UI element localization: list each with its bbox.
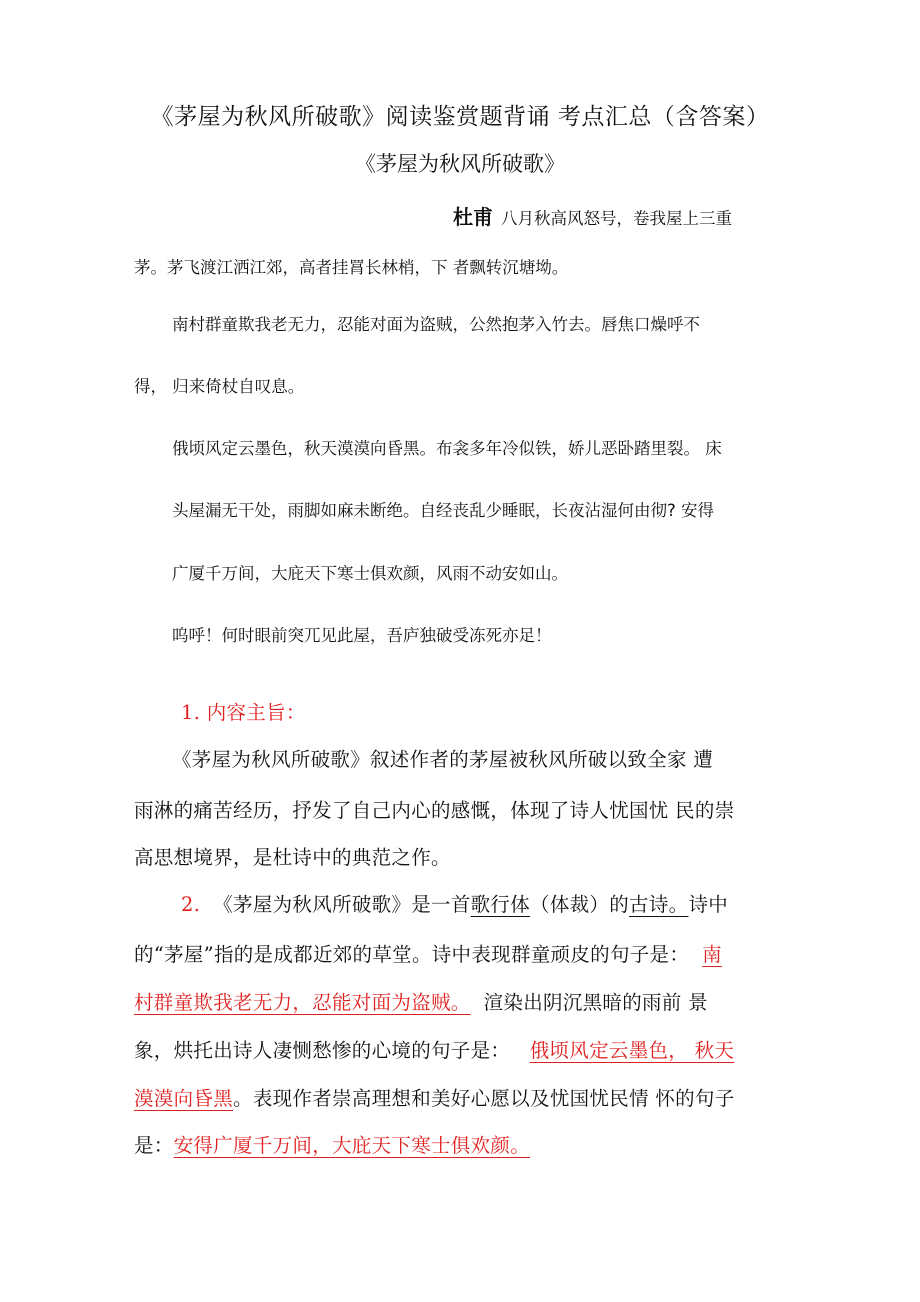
section-2-text: 象，烘托出诗人凄恻愁惨的心境的句子是：: [134, 1039, 511, 1062]
poem-line: 广厦千万间，大庇天下寒士俱欢颜，风雨不动安如山。: [172, 564, 568, 583]
answer-genre: 歌行体: [470, 893, 531, 916]
section-1-line: 高思想境界，是杜诗中的典范之作。: [134, 846, 451, 869]
poem-title: 《茅屋为秋风所破歌》: [355, 152, 565, 176]
section-2-number: 2.: [181, 893, 201, 916]
poem-line: 南村群童欺我老无力，忍能对面为盗贼，公然抱茅入竹去。唇焦口燥呼不: [172, 315, 700, 334]
section-2-line-2: [134, 939, 722, 967]
section-1-line: 《茅屋为秋风所破歌》叙述作者的茅屋被秋风所破以致全家 遭: [172, 748, 714, 771]
section-2-line-3: [134, 987, 708, 1015]
poem-line: 茅。茅飞渡江洒江郊，高者挂罥长林梢，下 者飘转沉塘坳。: [134, 258, 569, 277]
section-2-text: 。表现作者崇高理想和美好心愿以及忧国忧民情 怀的句子: [233, 1087, 735, 1110]
author-line: [453, 201, 732, 230]
poem-line: 得， 归来倚杖自叹息。: [134, 377, 305, 396]
section-2-text: 渲染出阴沉黑暗的雨前 景: [483, 991, 708, 1014]
section-2-text: （体裁）的: [530, 893, 630, 916]
poem-line: 俄顷风定云墨色，秋天漠漠向昏黑。布衾多年冷似铁，娇儿恶卧踏里裂。 床: [172, 439, 722, 458]
section-2-line-5: [134, 1083, 735, 1111]
section-2-line-4: [134, 1035, 734, 1063]
poem-line: 头屋漏无干处，雨脚如麻未断绝。自经丧乱少睡眠，长夜沾湿何由彻? 安得: [172, 501, 715, 520]
section-1-line: 雨淋的痛苦经历，抒发了自己内心的感慨，体现了诗人忧国忧 民的崇: [134, 799, 735, 822]
section-2-line-6: [134, 1130, 530, 1158]
poem-line: 八月秋高风怒号，卷我屋上三重: [501, 209, 732, 228]
answer-ideal-sentence: 安得广厦千万间，大庇天下寒士俱欢颜。: [173, 1134, 531, 1157]
poem-line: 呜呼！何时眼前突兀见此屋，吾庐独破受冻死亦足！: [172, 626, 552, 645]
section-2-text: 《茅屋为秋风所破歌》是一首: [213, 893, 471, 916]
answer-form: 古诗。: [629, 893, 689, 916]
section-2-line-1: [181, 889, 728, 917]
section-2-text: 诗中: [688, 893, 729, 916]
section-2-text: 的“茅屋”指的是成都近郊的草堂。诗中表现群童顽皮的句子是：: [134, 943, 690, 966]
answer-children-sentence: 村群童欺我老无力，忍能对面为盗贼。: [134, 991, 471, 1014]
answer-children-sentence: 南: [702, 943, 722, 966]
section-2-text: 是：: [134, 1134, 174, 1157]
author-name: 杜甫: [453, 205, 493, 229]
answer-mood-sentence: 漠漠向昏黑: [134, 1087, 234, 1110]
answer-mood-sentence: 俄顷风定云墨色， 秋天: [529, 1039, 735, 1062]
page-title: 《茅屋为秋风所破歌》阅读鉴赏题背诵 考点汇总（含答案）: [150, 104, 770, 130]
section-1-heading: 1. 内容主旨：: [181, 701, 306, 724]
